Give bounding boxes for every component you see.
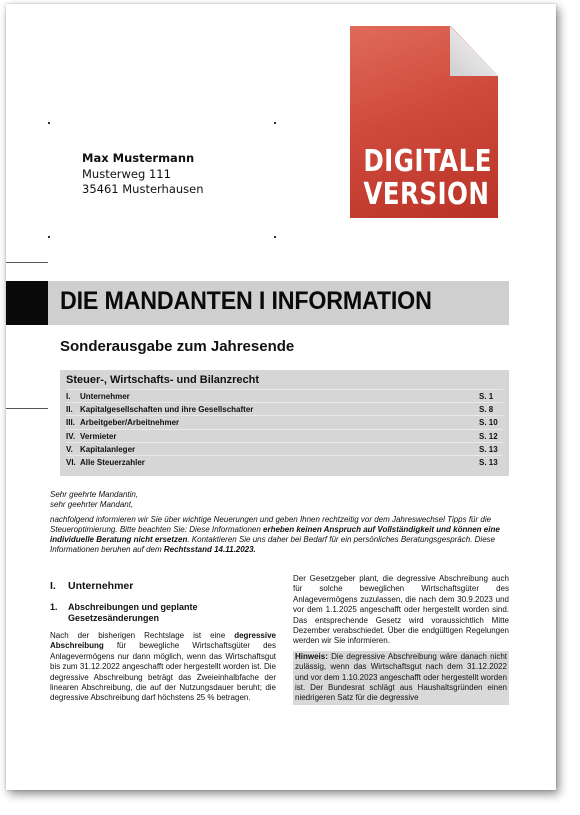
- table-of-contents: [60, 370, 509, 476]
- toc-item-label: Arbeitgeber/Arbeitnehmer: [80, 418, 180, 428]
- section-heading: I. Unternehmer: [50, 580, 134, 592]
- left-column: [50, 580, 276, 704]
- toc-item-label: Kapitalgesellschaften und ihre Gesellschafter: [80, 405, 254, 415]
- toc-item: [66, 429, 503, 442]
- title-block: [6, 281, 48, 325]
- document-page: [6, 4, 556, 790]
- toc-item-label: Alle Steuerzahler: [80, 457, 145, 467]
- recipient-city: 35461 Musterhausen: [82, 182, 204, 196]
- toc-heading: Steuer-, Wirtschafts- und Bilanzrecht: [66, 374, 260, 386]
- body-paragraph: Der Gesetzgeber plant, die degressive Abschreibung auch für solche beweglichen Wirtschaftsgüter des Anlagevermögens zuzulassen, die nach dem 30.9.2023 und vor dem 1.1.2025 angeschafft oder hergestellt worden sind. Das entsprechende Gesetz wird voraussichtlich Mitte Dezember verabschiedet. Über die endgültigen Regelungen werden wir Sie informieren.: [293, 574, 509, 646]
- toc-item-number: IV.: [66, 431, 76, 441]
- fold-mark: [274, 122, 276, 124]
- margin-rule: [6, 262, 48, 263]
- toc-item-number: II.: [66, 405, 73, 415]
- greeting: sehr geehrter Mandant,: [50, 500, 134, 510]
- toc-item-page: S. 1: [479, 392, 494, 401]
- toc-item-number: I.: [66, 392, 71, 401]
- toc-item-number: VI.: [66, 457, 76, 467]
- fold-mark: [48, 236, 50, 238]
- toc-item-label: Kapitalanleger: [80, 444, 136, 454]
- toc-item-page: S. 13: [479, 444, 498, 454]
- fold-mark: [274, 236, 276, 238]
- intro-text: [50, 490, 512, 556]
- toc-item: [66, 455, 503, 468]
- toc-item-label: Unternehmer: [80, 392, 130, 401]
- toc-item-number: III.: [66, 418, 75, 428]
- right-column: [293, 574, 509, 705]
- toc-item: [66, 389, 503, 402]
- toc-item-label: Vermieter: [80, 431, 117, 441]
- subsection-heading: 1. Abschreibungen und geplante Gesetzesänderungen: [50, 602, 198, 623]
- document-subtitle: Sonderausgabe zum Jahresende: [60, 338, 295, 355]
- document-title: DIE MANDANTEN I INFORMATION: [60, 287, 432, 315]
- margin-rule: [6, 408, 48, 409]
- toc-item-page: S. 10: [479, 418, 498, 428]
- toc-item-page: S. 8: [479, 405, 494, 415]
- greeting: Sehr geehrte Mandantin,: [50, 490, 139, 499]
- toc-item-number: V.: [66, 444, 73, 454]
- recipient-street: Musterweg 111: [82, 166, 171, 181]
- note-box: Hinweis: Die degressive Abschreibung wäre danach nicht zulässig, wenn das Wirtschaftsgut nach dem 31.12.2022 und vor dem 1.10.2023 angeschafft oder hergestellt worden ist. Der Bundesrat schlägt aus Haushaltsgründen einen niedrigeren Satz für die degressive: [293, 651, 509, 705]
- toc-item-page: S. 13: [479, 457, 498, 467]
- recipient-name: Max Mustermann: [82, 151, 195, 165]
- toc-item: [66, 442, 503, 455]
- toc-item: [66, 415, 503, 428]
- toc-item: [66, 402, 503, 415]
- body-paragraph: Nach der bisherigen Rechtslage ist eine degressive Abschreibung für bewegliche Wirtschaftsgüter des Anlagevermögens nur dann möglich, wenn das Wirtschaftsgut bis zum 31.12.2022 angeschafft oder hergestellt worden ist. Die degressive Abschreibung beträgt das Zweieinhalbfache der linearen Abschreibung, die auf der Nutzungsdauer beruht; die degressive Abschreibung darf höchstens 25 % betragen.: [50, 631, 276, 703]
- fold-mark: [48, 122, 50, 124]
- recipient-address: [82, 151, 204, 198]
- badge-label: DIGITALE VERSION: [363, 144, 492, 212]
- toc-item-page: S. 12: [479, 431, 498, 441]
- intro-paragraph: nachfolgend informieren wir Sie über wichtige Neuerungen und geben Ihnen rechtzeitig vor dem Jahreswechsel Tipps für die Steueroptimierung. Bitte beachten Sie: Diese Informationen erheben keinen Anspruch auf Vollständigkeit und können eine individuelle Beratung nicht ersetzen. Kontaktieren Sie uns daher bei Bedarf für ein persönliches Beratungsgespräch. Diese Informationen beruhen auf dem Rechtsstand 14.11.2023.: [50, 514, 500, 555]
